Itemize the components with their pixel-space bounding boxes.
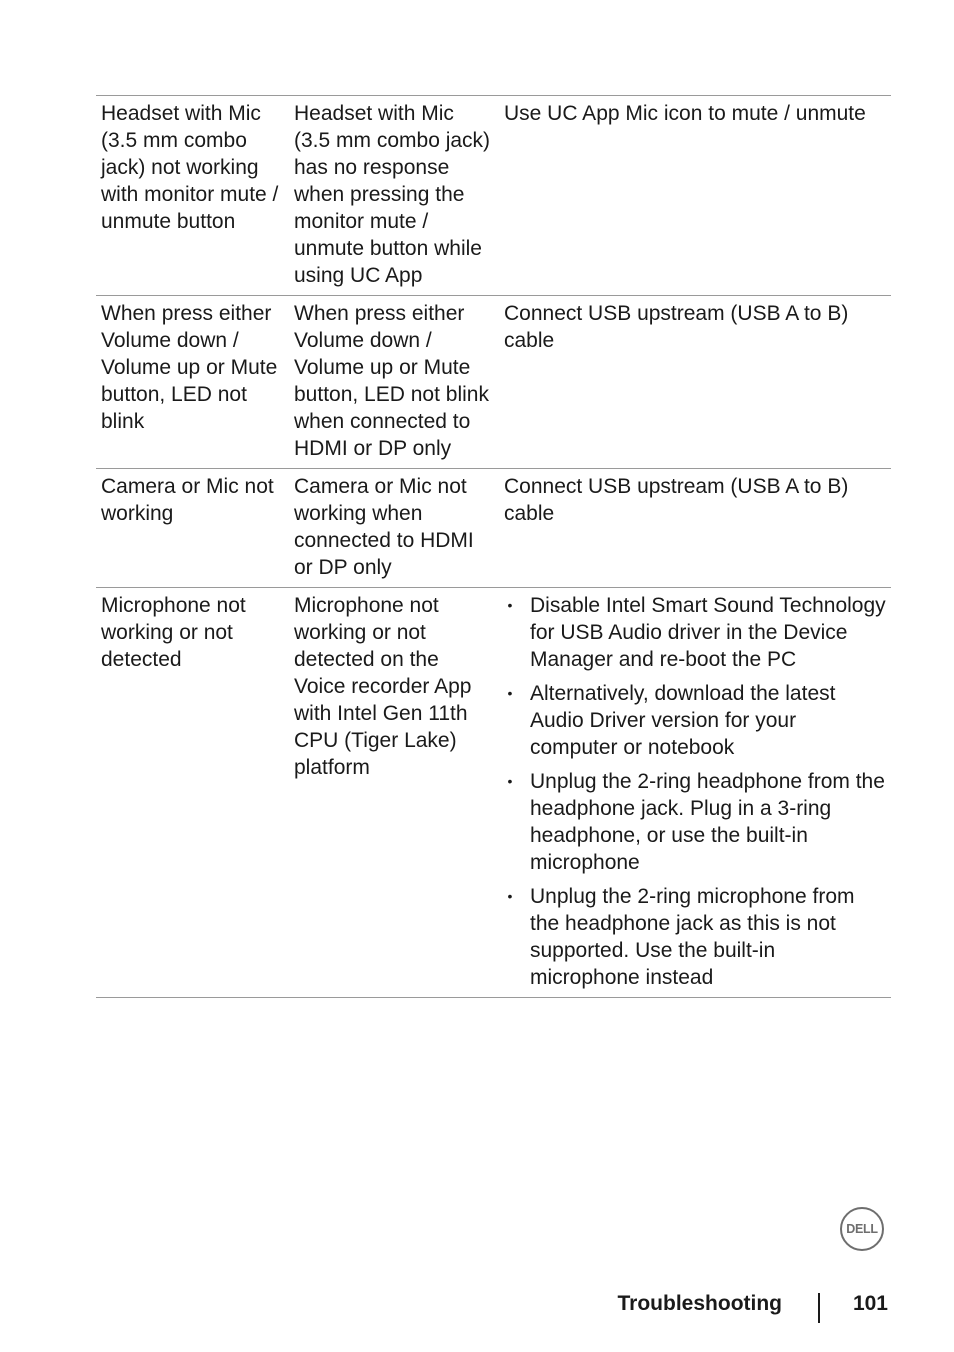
table-row — [96, 469, 891, 588]
description-cell: Camera or Mic not working when connected to HDMI or DP only — [289, 469, 499, 588]
footer-section-title: Troubleshooting — [617, 1292, 782, 1315]
logo-text: DELL — [846, 1222, 878, 1236]
solution-cell: Use UC App Mic icon to mute / unmute — [499, 96, 891, 296]
bullet-text: Unplug the 2-ring microphone from the headphone jack as this is not supported. Use the built-in microphone instead — [530, 885, 855, 989]
description-cell: Headset with Mic (3.5 mm combo jack) has no response when pressing the monitor mute / unmute button while using UC App — [289, 96, 499, 296]
solution-cell: Connect USB upstream (USB A to B) cable — [499, 296, 891, 469]
description-cell: Microphone not working or not detected on the Voice recorder App with Intel Gen 11th CPU (Tiger Lake) platform — [289, 588, 499, 998]
page-number: 101 — [852, 1292, 888, 1315]
dell-logo-icon — [840, 1207, 884, 1251]
bullet-text: Unplug the 2-ring headphone from the headphone jack. Plug in a 3-ring headphone, or use the built-in microphone — [530, 770, 885, 874]
symptom-cell: Camera or Mic not working — [96, 469, 289, 588]
symptom-cell: When press either Volume down / Volume up or Mute button, LED not blink — [96, 296, 289, 469]
table-row — [96, 96, 891, 296]
list-item — [504, 592, 887, 673]
symptom-cell: Headset with Mic (3.5 mm combo jack) not working with monitor mute / unmute button — [96, 96, 289, 296]
list-item — [504, 680, 887, 761]
description-cell: When press either Volume down / Volume up or Mute button, LED not blink when connected to HDMI or DP only — [289, 296, 499, 469]
bullet-icon: • — [507, 773, 513, 789]
symptom-cell: Microphone not working or not detected — [96, 588, 289, 998]
bullet-icon: • — [507, 685, 513, 701]
solution-cell — [499, 588, 891, 998]
bullet-icon: • — [507, 597, 513, 613]
troubleshooting-table — [96, 95, 891, 998]
table-row — [96, 296, 891, 469]
list-item — [504, 883, 887, 991]
solution-cell: Connect USB upstream (USB A to B) cable — [499, 469, 891, 588]
bullet-icon: • — [507, 888, 513, 904]
bullet-text: Alternatively, download the latest Audio Driver version for your computer or notebook — [530, 682, 836, 759]
solution-bullet-list — [504, 592, 887, 991]
bullet-text: Disable Intel Smart Sound Technology for USB Audio driver in the Device Manager and re-boot the PC — [530, 594, 886, 671]
footer-divider — [818, 1293, 820, 1323]
list-item — [504, 768, 887, 876]
table-row — [96, 588, 891, 998]
